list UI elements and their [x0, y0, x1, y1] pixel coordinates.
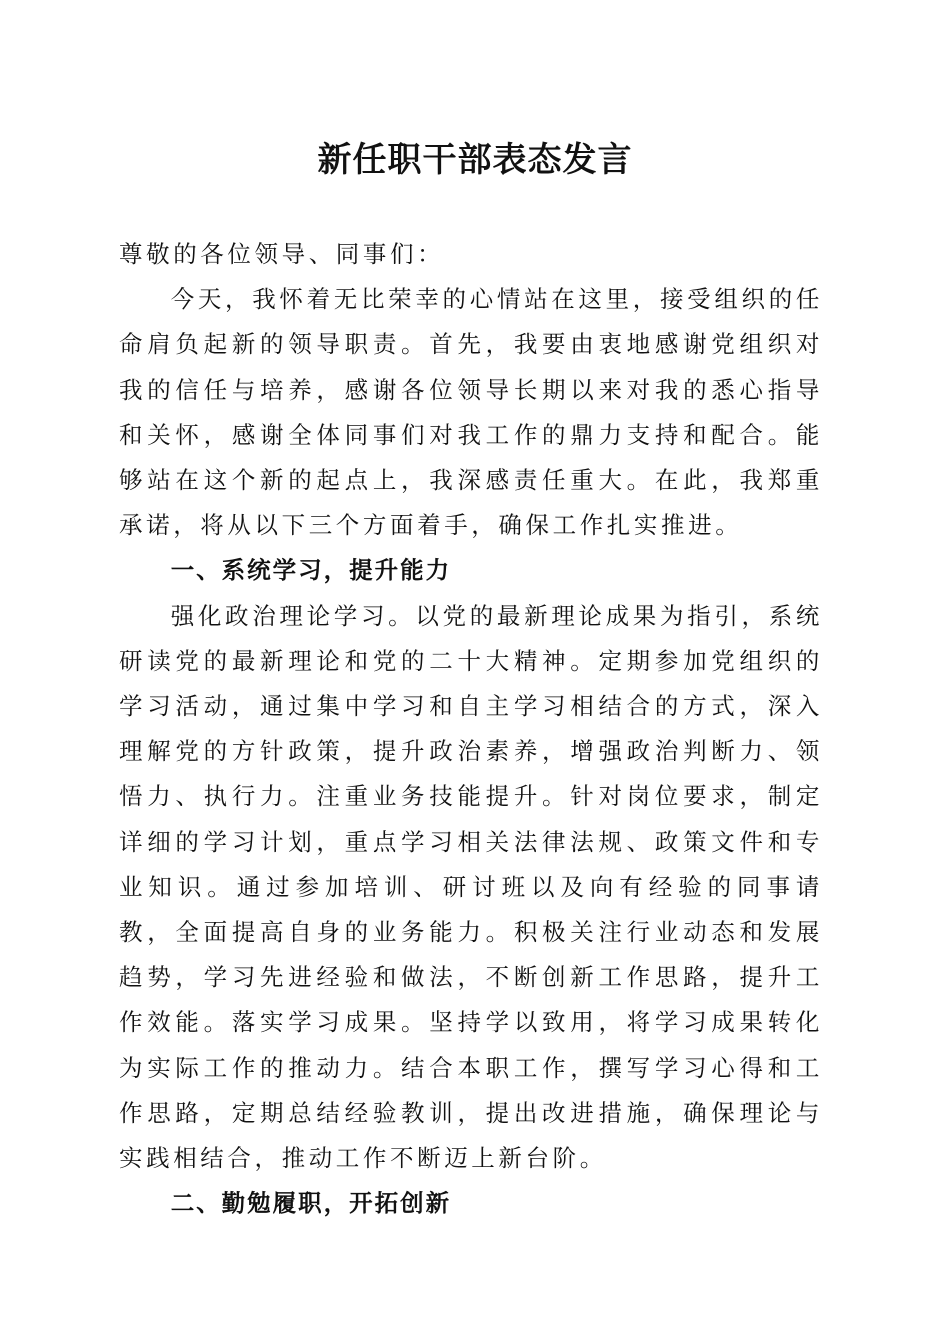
salutation: 尊敬的各位领导、同事们： — [119, 240, 445, 268]
document-body — [119, 232, 823, 1226]
section-1-body: 强化政治理论学习。以党的最新理论成果为指引，系统研读党的最新理论和党的二十大精神。定期参加党组织的学习活动，通过集中学习和自主学习相结合的方式，深入理解党的方针政策，提升政治素养，增强政治判断力、领悟力、执行力。注重业务技能提升。针对岗位要求，制定详细的学习计划，重点学习相关法律法规、政策文件和专业知识。通过参加培训、研讨班以及向有经验的同事请教，全面提高自身的业务能力。积极关注行业动态和发展趋势，学习先进经验和做法，不断创新工作思路，提升工作效能。落实学习成果。坚持学以致用，将学习成果转化为实际工作的推动力。结合本职工作，撰写学习心得和工作思路，定期总结经验教训，提出改进措施，确保理论与实践相结合，推动工作不断迈上新台阶。 — [119, 601, 823, 1173]
section-heading-1: 一、系统学习，提升能力 — [170, 556, 452, 585]
section-heading-2: 二、勤勉履职，开拓创新 — [170, 1189, 452, 1218]
opening-paragraph: 今天，我怀着无比荣幸的心情站在这里，接受组织的任命肩负起新的领导职责。首先，我要由衷地感谢党组织对我的信任与培养，感谢各位领导长期以来对我的悉心指导和关怀，感谢全体同事们对我工作的鼎力支持和配合。能够站在这个新的起点上，我深感责任重大。在此，我郑重承诺，将从以下三个方面着手，确保工作扎实推进。 — [119, 285, 823, 540]
document-title: 新任职干部表态发言 — [317, 140, 633, 180]
